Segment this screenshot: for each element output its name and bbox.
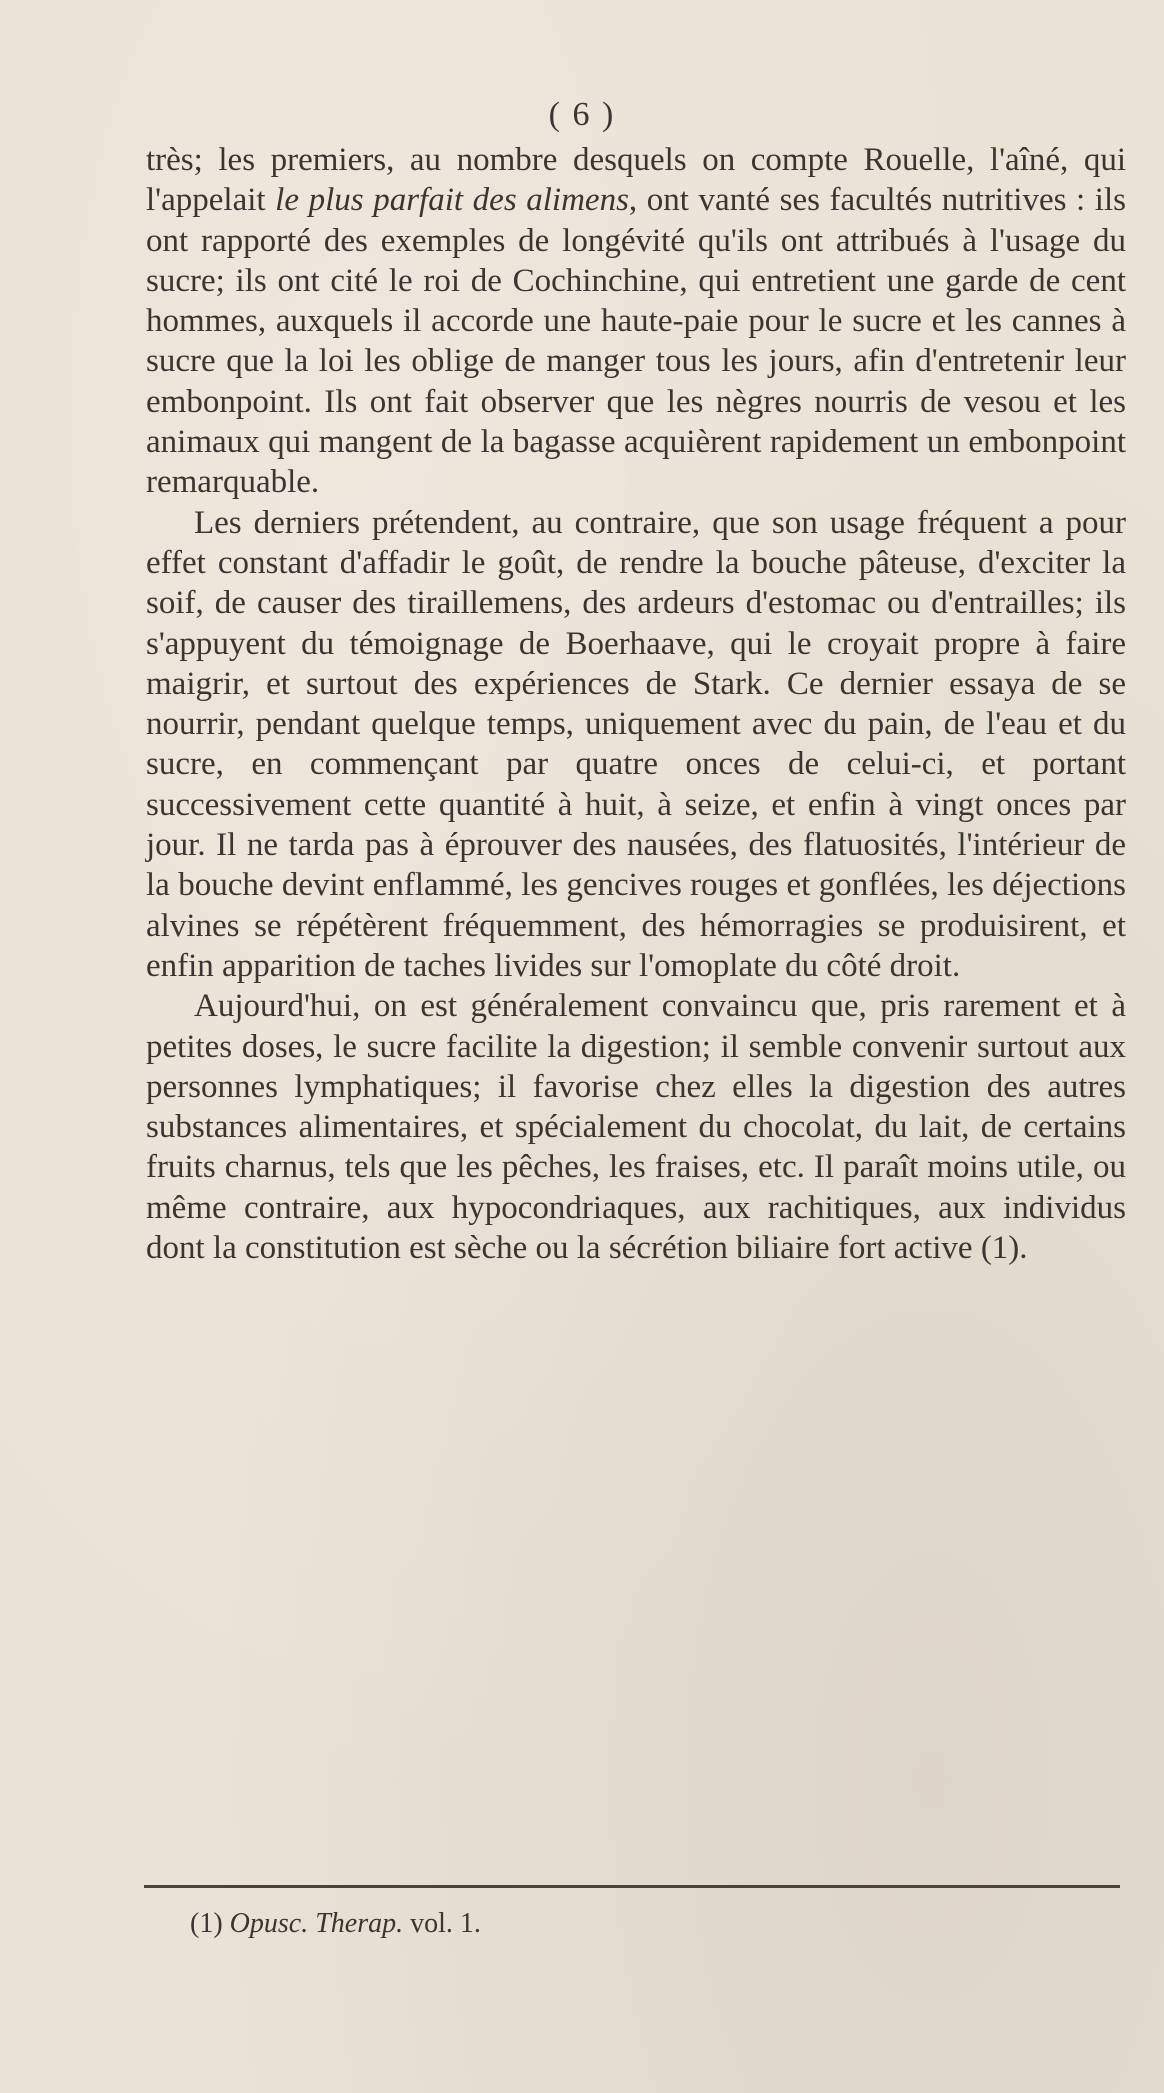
paragraph-3: Aujourd'hui, on est généralement convaincu que, pris rarement et à petites doses, le sucre facilite la digestion; il semble convenir surtout aux personnes lymphatiques; il favorise chez elles la digestion des autres substances alimentaires, et spécialement du chocolat, du lait, de certains fruits charnus, tels que les pêches, les fraises, etc. Il paraît moins utile, ou même contraire, aux hypocondriaques, aux rachitiques, aux individus dont la constitution est sèche ou la sécrétion biliaire fort active (1).	[146, 988, 1126, 1267]
body-text	[146, 140, 1126, 1268]
paragraph-1-italic-quote: le plus parfait des alimens	[275, 182, 629, 219]
paragraph-2: Les derniers prétendent, au contraire, que son usage fréquent a pour effet constant d'affadir le goût, de rendre la bouche pâteuse, d'exciter la soif, de causer des tiraillemens, des ardeurs d'estomac ou d'entrailles; ils s'appuyent du témoignage de Boerhaave, qui le croyait propre à faire maigrir, et surtout des expériences de Stark. Ce dernier essaya de se nourrir, pendant quelque temps, uniquement avec du pain, de l'eau et du sucre, en commençant par quatre onces de celui-ci, et portant successivement cette quantité à huit, à seize, et enfin à vingt onces par jour. Il ne tarda pas à éprouver des nausées, des flatuosités, l'intérieur de la bouche devint enflammé, les gencives rouges et gonflées, les déjections alvines se répétèrent fréquemment, des hémorragies se produisirent, et enfin apparition de taches livides sur l'omoplate du côté droit.	[146, 504, 1126, 984]
footnote	[190, 1908, 481, 1940]
page-number: ( 6 )	[548, 96, 616, 133]
paragraph-1-text-before: très; les premiers, au nombre desquels on compte Rouelle, l'aîné, qui l'appelait	[146, 142, 1126, 219]
footnote-divider	[144, 1885, 1120, 1888]
footnote-volume: vol. 1.	[403, 1908, 481, 1939]
paragraph-1	[146, 140, 1126, 503]
footnote-marker: (1)	[190, 1908, 223, 1939]
paragraph-1-text-after: , ont vanté ses facultés nutritives : ils ont rapporté des exemples de longévité qu'ils ont attribués à l'usage du sucre; ils ont cité le roi de Cochinchine, qui entretient une garde de cent hommes, auxquels il accorde une haute-paie pour le sucre et les cannes à sucre que la loi les oblige de manger tous les jours, afin d'entretenir leur embonpoint. Ils ont fait observer que les nègres nourris de vesou et les animaux qui mangent de la bagasse acquièrent rapidement un embonpoint remarquable.	[146, 182, 1126, 501]
footnote-source: Opusc. Therap.	[229, 1908, 404, 1939]
